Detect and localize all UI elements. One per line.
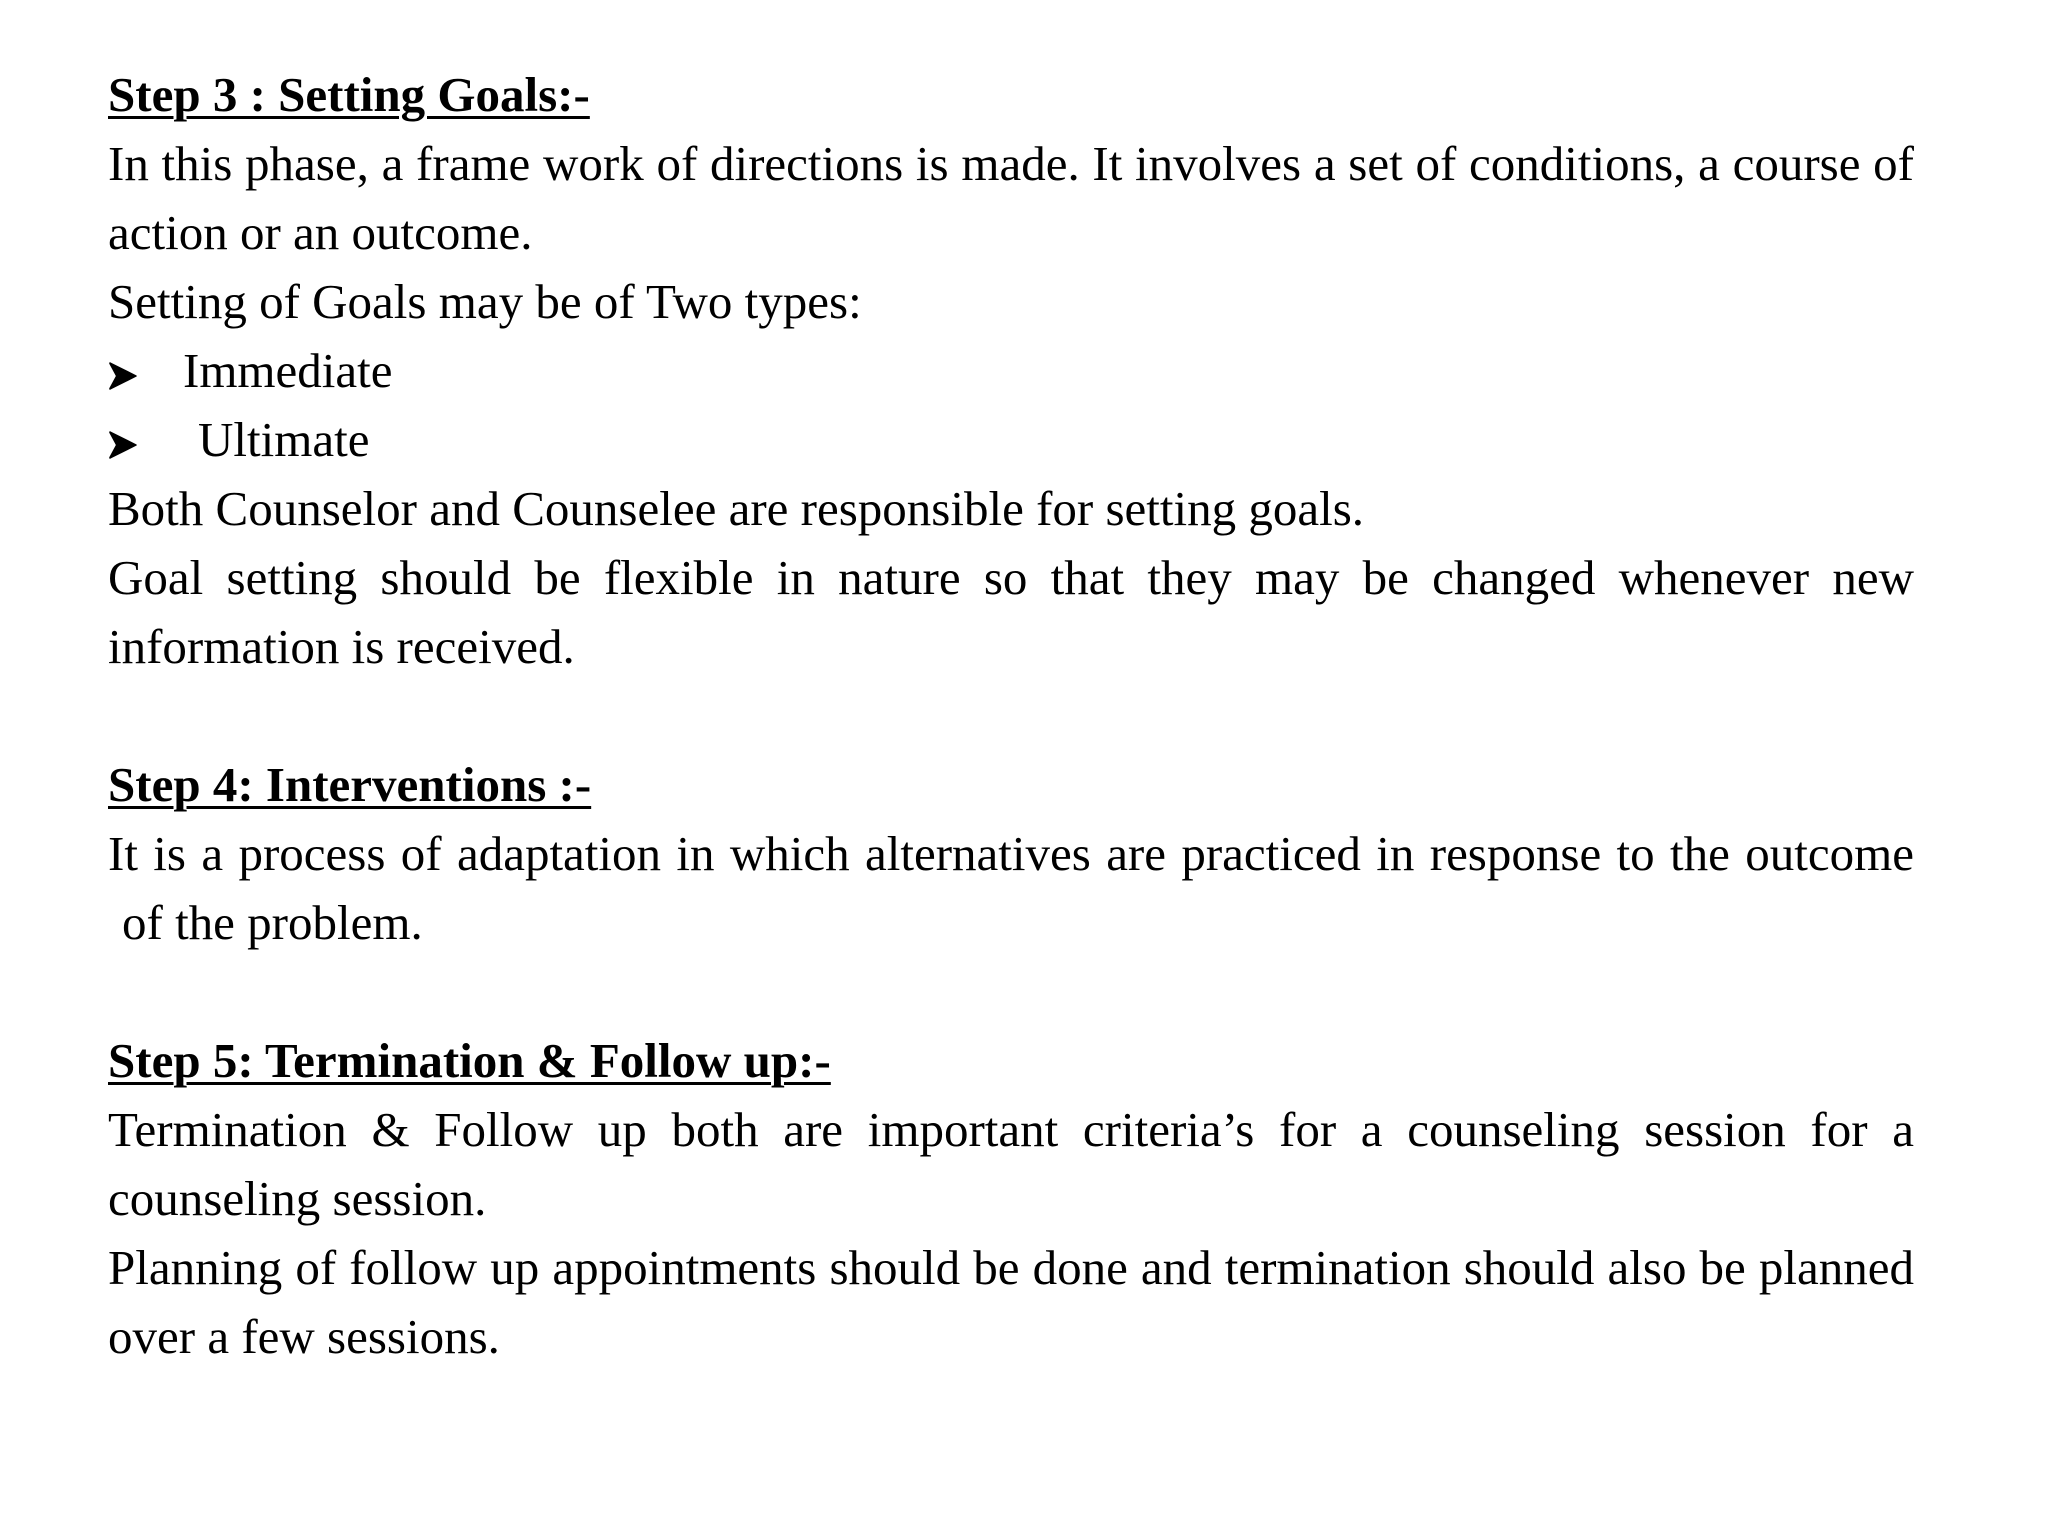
step5-section — [108, 1026, 1914, 1371]
bullet-label: Ultimate — [198, 412, 370, 467]
arrowhead-bullet-icon — [108, 336, 183, 405]
step3-intro: In this phase, a frame work of directions is made. It involves a set of conditions, a course of action or an outcome. — [108, 136, 1914, 260]
step3-section — [108, 60, 1914, 681]
step4-body: It is a process of adaptation in which alternatives are practiced in response to the outcome of the problem. — [108, 826, 1914, 950]
document-page — [108, 60, 1914, 1371]
bullet-label: Immediate — [183, 343, 393, 398]
step5-body-termination: Termination & Follow up both are important criteria’s for a counseling session for a counseling session. — [108, 1102, 1914, 1226]
step3-flexibility: Goal setting should be flexible in nature so that they may be changed whenever new information is received. — [108, 550, 1914, 674]
section-spacer — [108, 957, 1914, 1026]
bullet-item-immediate — [108, 336, 1914, 405]
step3-types-line: Setting of Goals may be of Two types: — [108, 274, 862, 329]
step5-body-planning: Planning of follow up appointments should be done and termination should also be planned over a few sessions. — [108, 1240, 1914, 1364]
step4-section — [108, 750, 1914, 957]
step3-heading: Step 3 : Setting Goals:- — [108, 67, 590, 122]
step5-heading: Step 5: Termination & Follow up:- — [108, 1033, 831, 1088]
step3-responsibility: Both Counselor and Counselee are responsible for setting goals. — [108, 481, 1365, 536]
step4-heading: Step 4: Interventions :- — [108, 757, 592, 812]
section-spacer — [108, 681, 1914, 750]
bullet-item-ultimate — [108, 405, 1914, 474]
arrowhead-bullet-icon — [108, 405, 183, 474]
